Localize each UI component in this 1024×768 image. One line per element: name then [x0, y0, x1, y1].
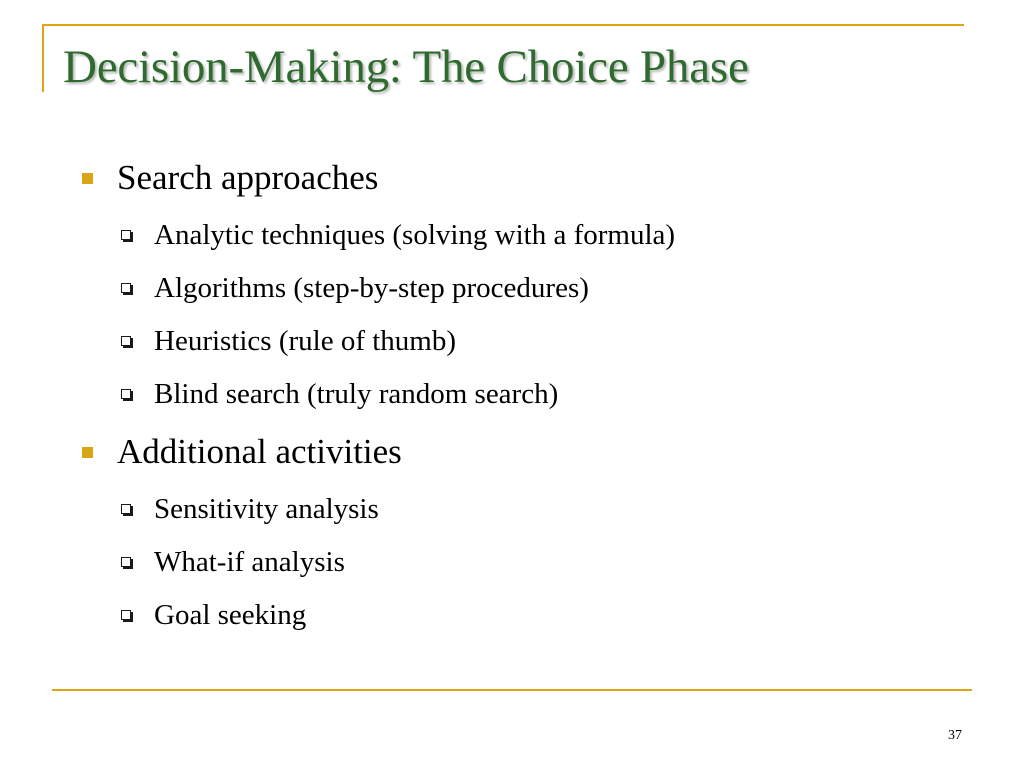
checkbox-bullet-icon [121, 389, 131, 399]
bullet-text: Search approaches [117, 158, 379, 197]
sub-bullet-blind-search [121, 376, 558, 412]
title-left-accent-line [42, 24, 44, 92]
bullet-additional-activities [82, 432, 402, 472]
checkbox-bullet-icon [121, 336, 131, 346]
checkbox-bullet-icon [121, 610, 131, 620]
footer-accent-line [52, 689, 972, 691]
checkbox-bullet-icon [121, 283, 131, 293]
sub-bullet-text: Analytic techniques (solving with a formula) [154, 219, 676, 251]
sub-bullet-analytic-techniques [121, 217, 675, 253]
checkbox-bullet-icon [121, 557, 131, 567]
sub-bullet-text: Goal seeking [154, 599, 307, 631]
title-top-accent-line [42, 24, 964, 26]
sub-bullet-sensitivity-analysis [121, 491, 379, 527]
checkbox-bullet-icon [121, 230, 131, 240]
bullet-text: Additional activities [117, 432, 402, 471]
sub-bullet-goal-seeking [121, 597, 306, 633]
sub-bullet-what-if-analysis [121, 544, 345, 580]
bullet-search-approaches [82, 158, 378, 198]
sub-bullet-text: Algorithms (step-by-step procedures) [154, 272, 589, 304]
sub-bullet-heuristics [121, 323, 456, 359]
sub-bullet-algorithms [121, 270, 589, 306]
square-bullet-icon [82, 447, 93, 458]
slide-title: Decision-Making: The Choice Phase [63, 41, 749, 93]
sub-bullet-text: Blind search (truly random search) [154, 378, 559, 410]
checkbox-bullet-icon [121, 504, 131, 514]
sub-bullet-text: What-if analysis [154, 546, 345, 578]
page-number: 37 [948, 728, 962, 743]
sub-bullet-text: Heuristics (rule of thumb) [154, 325, 457, 357]
sub-bullet-text: Sensitivity analysis [154, 493, 379, 525]
square-bullet-icon [82, 173, 93, 184]
